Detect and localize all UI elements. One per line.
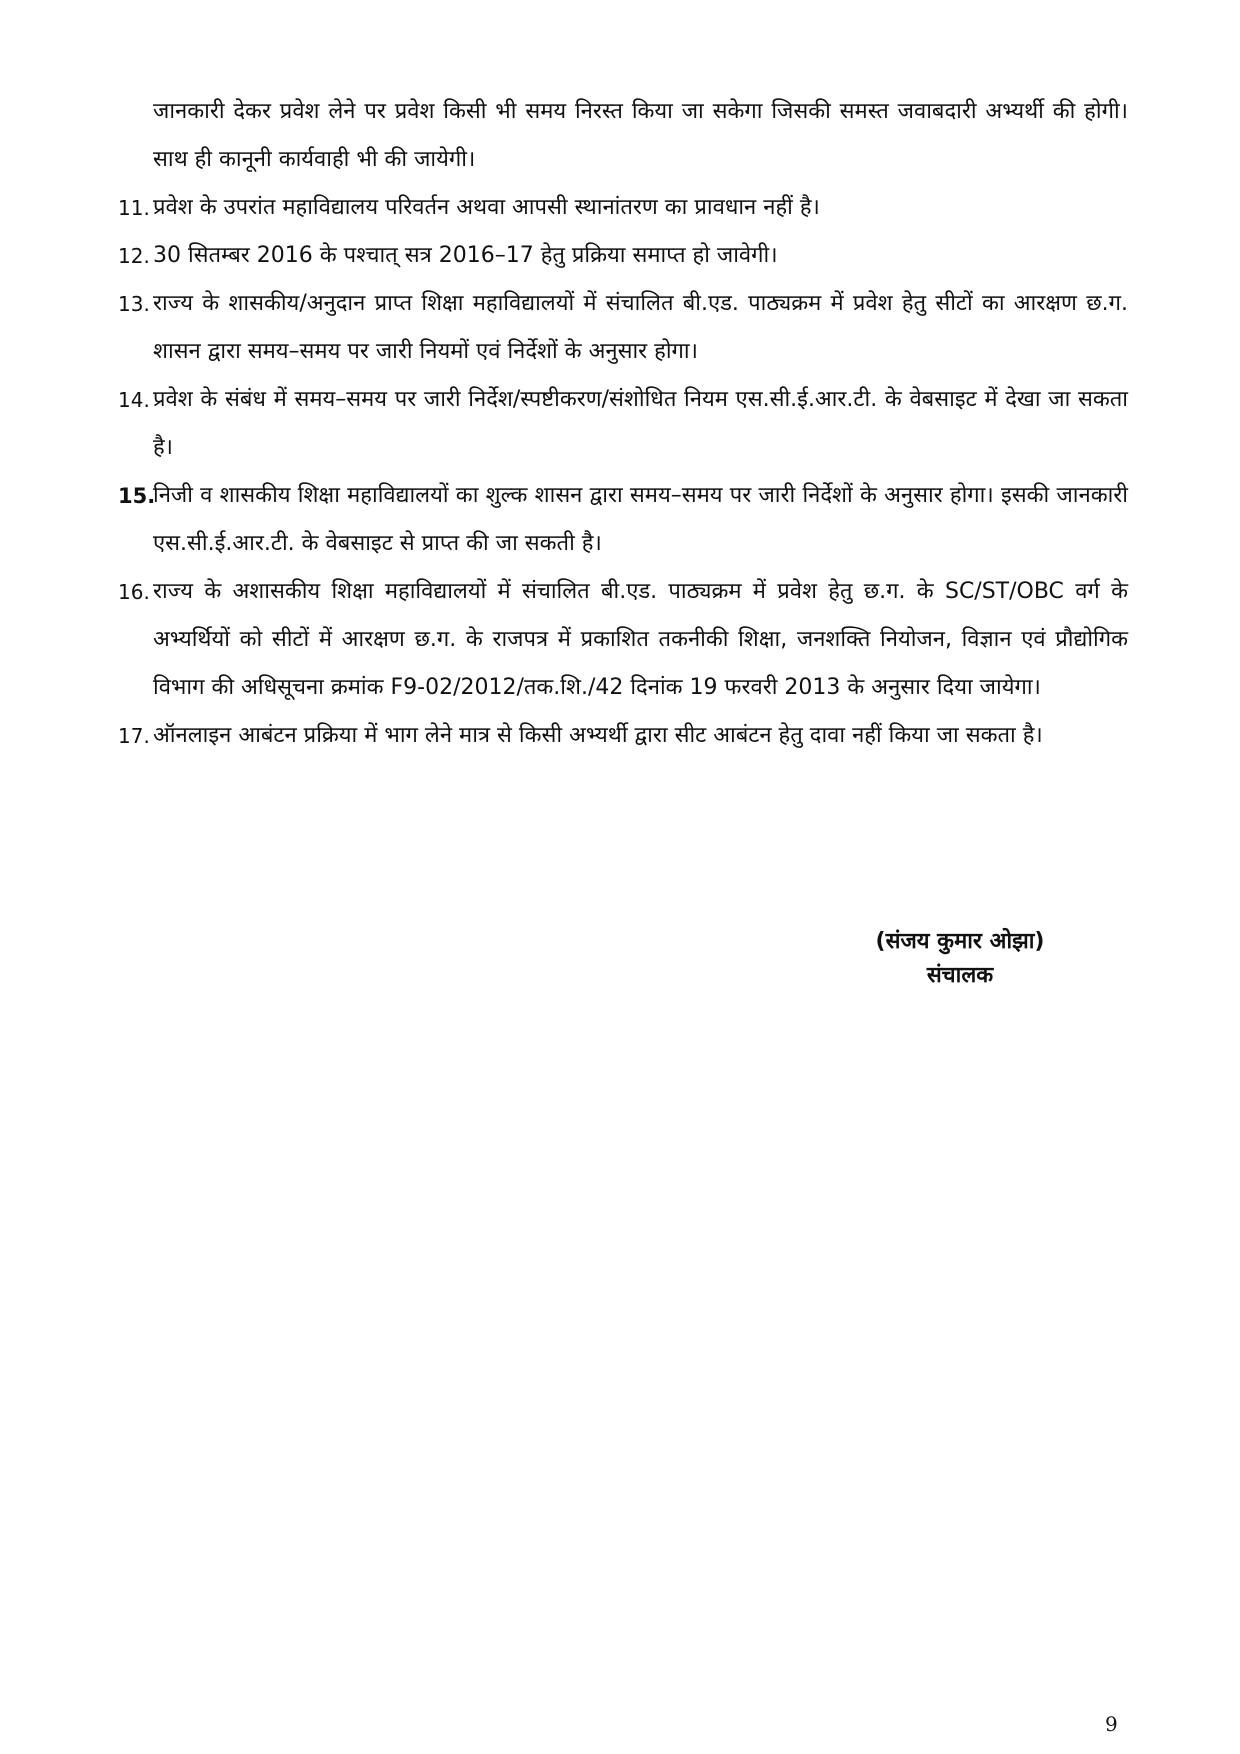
item-number: 12. xyxy=(118,244,150,268)
item-text: राज्य के शासकीय/अनुदान प्राप्त शिक्षा महाविद्यालयों में संचालित बी.एड. पाठ्यक्रम में प्रवेश हेतु सीटों का आरक्षण छ.ग. शासन द्वारा समय–समय पर जारी नियमों एवं निर्देशों के अनुसार होगा। xyxy=(153,291,1128,364)
list-item xyxy=(118,376,1128,472)
list-item xyxy=(118,184,1128,232)
item-number: 13. xyxy=(118,292,150,316)
list-item xyxy=(118,472,1128,568)
item-number: 11. xyxy=(118,196,150,220)
signatory-title: संचालक xyxy=(926,963,994,988)
item-text: प्रवेश के संबंध में समय–समय पर जारी निर्देश/स्पष्टीकरण/संशोधित नियम एस.सी.ई.आर.टी. के वेबसाइट में देखा जा सकता है। xyxy=(153,387,1128,460)
list-item xyxy=(118,712,1128,760)
signature-block xyxy=(850,925,1070,993)
item-number: 15. xyxy=(118,484,156,508)
document-body xyxy=(118,88,1128,760)
item-text: राज्य के अशासकीय शिक्षा महाविद्यालयों में संचालित बी.एड. पाठ्यक्रम में प्रवेश हेतु छ.ग. के SC/ST/OBC वर्ग के अभ्यर्थियों को सीटों में आरक्षण छ.ग. के राजपत्र में प्रकाशित तकनीकी शिक्षा, जनशक्ति नियोजन, विज्ञान एवं प्रौद्योगिक विभाग की अधिसूचना क्रमांक F9-02/2012/तक.शि./42 दिनांक 19 फरवरी 2013 के अनुसार दिया जायेगा। xyxy=(153,579,1128,700)
continuation-paragraph xyxy=(118,88,1128,184)
item-text: 30 सितम्बर 2016 के पश्चात् सत्र 2016–17 हेतु प्रक्रिया समाप्त हो जावेगी। xyxy=(153,243,778,268)
continuation-text: जानकारी देकर प्रवेश लेने पर प्रवेश किसी भी समय निरस्त किया जा सकेगा जिसकी समस्त जवाबदारी अभ्यर्थी की होगी। साथ ही कानूनी कार्यवाही भी की जायेगी। xyxy=(153,99,1128,172)
item-number: 16. xyxy=(118,580,150,604)
item-number: 17. xyxy=(118,724,150,748)
signatory-name: (संजय कुमार ओझा) xyxy=(875,929,1045,954)
list-item xyxy=(118,280,1128,376)
page-number: 9 xyxy=(1105,1712,1118,1736)
list-item xyxy=(118,568,1128,712)
item-number: 14. xyxy=(118,388,150,412)
item-text: निजी व शासकीय शिक्षा महाविद्यालयों का शुल्क शासन द्वारा समय–समय पर जारी निर्देशों के अनुसार होगा। इसकी जानकारी एस.सी.ई.आर.टी. के वेबसाइट से प्राप्त की जा सकती है। xyxy=(153,483,1128,556)
list-item xyxy=(118,232,1128,280)
item-text: प्रवेश के उपरांत महाविद्यालय परिवर्तन अथवा आपसी स्थानांतरण का प्रावधान नहीं है। xyxy=(153,195,820,220)
item-text: ऑनलाइन आबंटन प्रक्रिया में भाग लेने मात्र से किसी अभ्यर्थी द्वारा सीट आबंटन हेतु दावा नहीं किया जा सकता है। xyxy=(153,723,1043,748)
